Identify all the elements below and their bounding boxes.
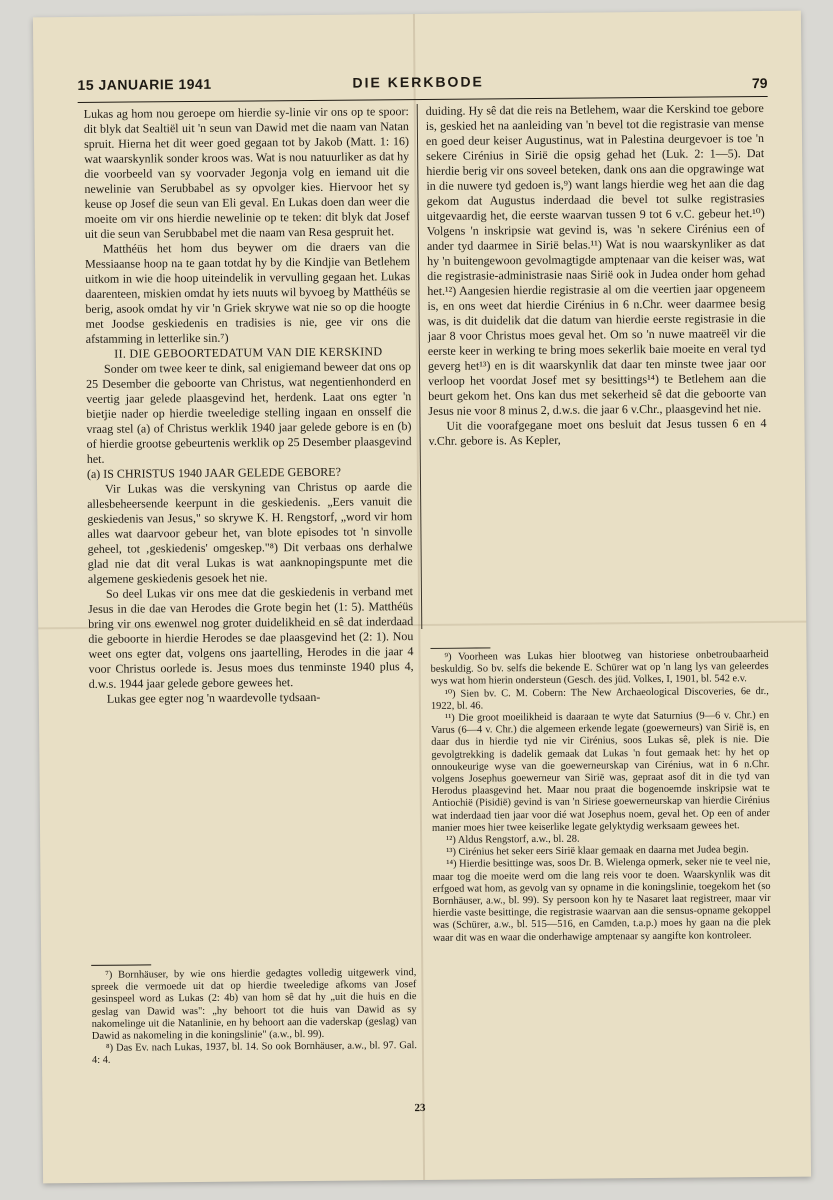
footnote: ¹³) Cirénius het seker eers Sirië klaar gemaak en daarna met Judea begin.: [446, 844, 749, 859]
newspaper-sheet: [33, 11, 811, 1184]
footnote: ⁷) Bornhäuser, by wie ons hierdie gedagtes volledig uitgewerk vind, spreek die vermoede uit dat op hierdie tweeledige afkoms van Josef gesinspeel word as Lukas (2: 4b) van hom sê dat hy „uit die huis en die geslag van Dawid was": „hy behoort tot die huis van Dawid as sy nakomelinge uit die Natanlinie, en hy behoort aan die vaderskap (geslag) van Dawid as nakomeling in die koningslinie" (a.w., bl. 99).: [91, 967, 417, 1042]
footnote: ⁸) Das Ev. nach Lukas, 1937, bl. 14. So ook Bornhäuser, a.w., bl. 97. Gal. 4: 4.: [91, 1040, 417, 1067]
footnote: ⁹) Voorheen was Lukas hier blootweg van historiese onbetroubaarheid beskuldig. So bv. selfs die bekende E. Schürer wat op 'n lang lys van geleerdes wys wat hom hierin ondersteun (Gesch. des jüd. Volkes, I, 1901, bl. 542 e.v.: [430, 648, 769, 688]
header-page-number: 79: [751, 74, 768, 92]
paragraph: duiding. Hy sê dat die reis na Betlehem, waar die Kerskind toe gebore is, geskied het na aanleiding van 'n bevel tot die registrasie van mense en goed deur keiser Augustinus, wat in Palestina deurgevoer is toe 'n sekere Cirénius in Sirië die opsig gehad het (Luk. 2: 1—5). Dat hierdie berig vir ons soveel beteken, dank ons aan die opgrawinge wat in die nuwere tyd gedoen is,⁹) want langs hierdie weg het aan die dag gekom dat Augustus inderdaad die bevel tot sulke registrasies uitgevaardig het, die eerste waarvan tussen 9 tot 6 v.C. gebeur het.¹⁰) Volgens 'n inskripsie wat gevind is, was 'n sekere Cirénius een of ander tyd daarmee in Sirië belas.¹¹) Wat is nou waarskynliker as dat hy 'n buitengewoon gevolmagtigde amptenaar van die keiser was, wat die registrasie-administrasie naas Sirië ook in Judea onder hom gehad het.¹²) Aangesien hierdie registrasie al om die veertien jaar opgeneem is, en ons weet dat hierdie Cirénius in 6 n.Chr. weer daarmee besig was, is dit duidelik dat die datum van hierdie eerste registrasie in die jaar 8 voor Christus moes geval het. Om so 'n nuwe maatreël vir die eerste keer in werking te bring moes sekerlik baie moeite en veral tyd geverg het¹³) en is dit waarskynlik dat daar ten minste twee jaar oor verloop het voordat Josef met sy besittings¹⁴) te Betlehem aan die beurt gekom het. Ons kan dus met sekerheid sê dat die geboorte van Jesus nie voor 8 minus 2, d.w.s. die jaar 6 v.Chr., plaasgevind het nie.: [425, 100, 767, 418]
section-heading: II. DIE GEBOORTEDATUM VAN DIE KERSKIND: [114, 344, 383, 361]
footnote: ¹¹) Die groot moeilikheid is daaraan te wyte dat Saturnius (9—6 v. Chr.) en Varus (6—4 v. Chr.) die algemeen erkende legate (goewerneurs) van Sirië is, en daar dus in hierdie tyd nie vir Cirénius, soos Lukas sê, plek is nie. Die gevolgtrekking is dadelik gemaak dat Lukas 'n fout gemaak het: hy het op onnoukeurige wyse van die goewerneurskap van Cirénius, wat in 6 n.Chr. volgens Josephus goewerneur van Sirië was, gepraat asof dit in die tyd van Herodus plaasgevind het. Maar nou praat die bogenoemde inskripsie wat te Antiochië (Pisidië) gevind is van 'n Siriese goewerneurskap van hierdie Cirénius wat inderdaad tien jaar voor dié wat Josephus noem, geval het. Op een of ander manier moes hier twee keiserlike legate gelyktydig werksaam gewees het.: [431, 709, 770, 834]
paragraph: Matthéüs het hom dus beywer om die draers van die Messiaanse hoop na te gaan totdat hy by die Kindjie van Betlehem uitkom in wie die hoop uiteindelik in vervulling gegaan het. Lukas daarenteen, miskien omdat hy iets nuuts wil byvoeg by Matthéüs se berig, asook omdat hy vir 'n Griek skrywe wat nie so op die hoogte met Joodse geskiedenis en tradisies is nie, gee vir ons die afstamming in letterlike sin.⁷): [85, 239, 411, 346]
header-title: DIE KERKBODE: [352, 73, 484, 91]
paragraph: Uit die voorafgegane moet ons besluit dat Jesus tussen 6 en 4 v.Chr. gebore is. As Kepler,: [428, 415, 767, 448]
paragraph: Lukas gee egter nog 'n waardevolle tydsaan-: [106, 689, 321, 706]
paragraph: Sonder om twee keer te dink, sal enigiemand beweer dat ons op 25 Desember die geboorte van Christus, wat negentienhonderd en veertig jaar gelede plaasgevind het, herdenk. Laat ons egter 'n bietjie nader op hierdie tweeledige stelling ingaan en onsself die vraag stel (a) of Christus werklik 1940 jaar gelede gebore is en (b) of hierdie grootse gebeurtenis werklik op 25 Desember plaasgevind het.: [86, 359, 412, 466]
left-footnotes: [91, 967, 417, 1115]
sheet-number: 23: [414, 1101, 426, 1115]
subheading: (a) IS CHRISTUS 1940 JAAR GELEDE GEBORE?: [86, 464, 341, 481]
paragraph: So deel Lukas vir ons mee dat die geskiedenis in verband met Jesus in die dae van Herodes die Grote begin het (1: 5). Matthéüs bring vir ons ewenwel nog groter duidelikheid en sê dat inderdaad die geboorte in hierdie Herodes se dae plaasgevind het (2: 1). Nou weet ons egter dat, volgens ons jaartelling, Herodes in die jaar 4 voor Christus oorlede is. Jesus moes dus tenminste 1940 plus 4, d.w.s. 1944 jaar gelede gebore gewees het.: [88, 584, 414, 691]
paragraph: Vir Lukas was die verskyning van Christus op aarde die allesbeheersende keerpunt in die geskiedenis. „Eers vanuit die geskiedenis van Jesus," so skrywe K. H. Rengstorf, „word vir hom alles wat daarvoor gebeur het, van blote episodes tot 'n sinvolle geheel, tot ‚geskiedenis' omgeskep."⁸) Dit verbaas ons derhalwe glad nie dat dit veral Lukas is wat aanknopingspunte met die algemene geskiedenis gesoek het nie.: [87, 479, 413, 586]
right-footnotes: [430, 645, 772, 1108]
header-date: 15 JANUARIE 1941: [77, 75, 212, 93]
footnote: ¹²) Aldus Rengstorf, a.w., bl. 28.: [446, 833, 580, 846]
paragraph: Lukas ag hom nou geroepe om hierdie sy-linie vir ons op te spoor: dit blyk dat Sealtiël uit 'n seun van Dawid met die naam van Natan spruit. Hierna het dit weer goed gegaan tot by Jakob (Matt. 1: 16) wat waarskynlik sonder kroos was. Wat is nou natuurliker as dat hy die voorbeeld van sy voorvader Jegonja volg en iemand uit die newelinie van Serubbabel as sy opvolger kies. Hiervoor het sy keuse op Josef die seun van Eli geval. En Lukas doen dan weer die moeite om vir ons hierdie newelinie op te teken: dit blyk dat Josef uit die seun van Serubbabel met die naam van Resa gespruit het.: [83, 104, 410, 241]
footnote-rule: [430, 647, 490, 649]
footnote: ¹⁰) Sien bv. C. M. Cobern: The New Archaeological Discoveries, 6e dr., 1922, bl. 46.: [430, 685, 769, 712]
right-column: [426, 101, 769, 639]
footnote: ¹⁴) Hierdie besittinge was, soos Dr. B. Wielenga opmerk, seker nie te veel nie, maar tog die moeite werd om die lang reis voor te doen. Waarskynlik was dit erfgoed wat hom, as gevolg van sy opname in die koningslinie, toegekom het (so Bornhäuser, a.w., bl. 99). Sy persoon kon hy te Nasaret laat registreer, maar vir hierdie vaste besittinge, die registrasie waarvan aan die sensus-opname gekoppel was (Schürer, a.w., bl. 515—516, en Camden, t.a.p.) moes hy gaan na die plek waar dit was en waar die onderhawige amptenaar sy aangifte kon kontroleer.: [432, 856, 771, 944]
left-column: [84, 104, 417, 1007]
